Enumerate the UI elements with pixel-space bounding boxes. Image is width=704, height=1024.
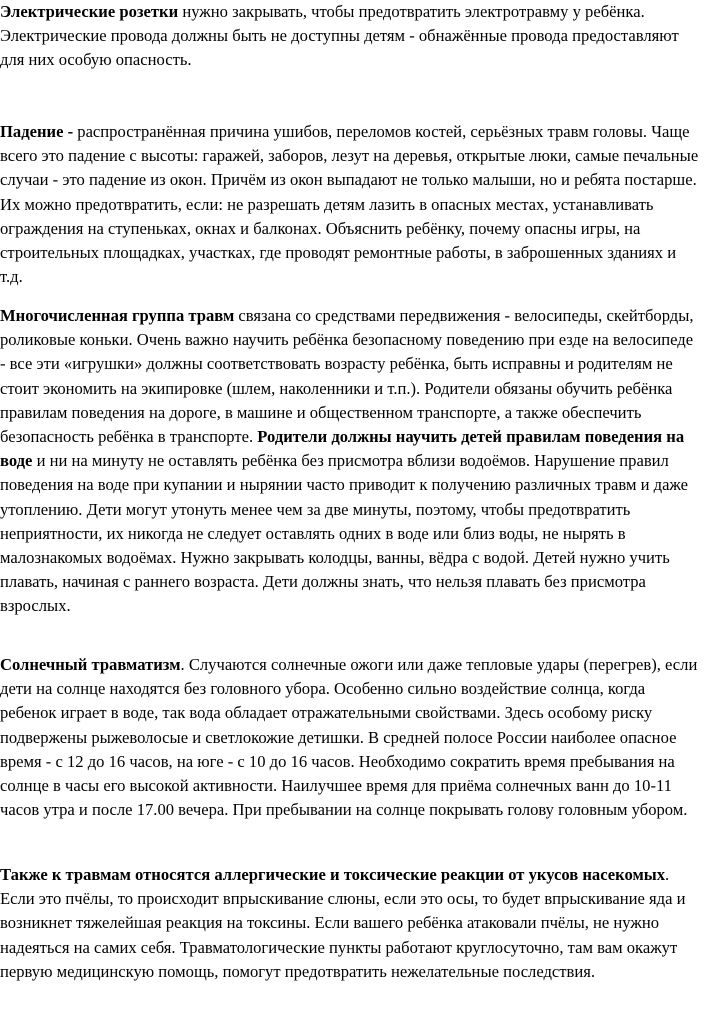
heading-water-safety: Родители должны научить детей правилам поведения на воде xyxy=(0,427,685,471)
paragraph-text: . Если это пчёлы, то происходит впрыскивание слюны, если это осы, то будет впрыскивание яда и возникнет тяжелейшая реакция на токсины. Если вашего ребёнка атаковали пчёлы, не нужно надеяться на самих себя. Травматологические пункты работают круглосуточно, там вам окажут первую медицинскую помощь, помогут предотвратить нежелательные последствия. xyxy=(0,865,686,981)
paragraph-electric-sockets xyxy=(0,0,700,73)
heading-electric-sockets: Электрические розетки xyxy=(0,2,179,21)
heading-insect-bites: Также к травмам относятся аллергические и токсические реакции от укусов насекомых xyxy=(0,865,666,884)
paragraph-sun-injuries xyxy=(0,653,700,822)
paragraph-text: . Случаются солнечные ожоги или даже тепловые удары (перегрев), если дети на солнце находятся без головного убора. Особенно сильно воздействие солнца, когда ребенок играет в воде, так вода обладает отражательными свойствами. Здесь особому риску подвержены рыжеволосые и светлокожие детишки. В средней полосе России наиболее опасное время - с 12 до 16 часов, на юге - с 10 до 16 часов. Необходимо сократить время пребывания на солнце в часы его высокой активности. Наилучшее время для приёма солнечных ванн до 10-11 часов утра и после 17.00 вечера. При пребывании на солнце покрывать голову головным убором. xyxy=(0,655,698,820)
paragraph-text: нужно закрывать, чтобы предотвратить электротравму у ребёнка. Электрические провода должны быть не доступны детям - обнажённые провода предоставляют для них особую опасность. xyxy=(0,2,679,70)
heading-sun-injuries: Солнечный травматизм xyxy=(0,655,181,674)
paragraph-insect-bites xyxy=(0,863,700,984)
paragraph-text: связана со средствами передвижения - велосипеды, скейтборды, роликовые коньки. Очень важно научить ребёнка безопасному поведению при езде на велосипеде - все эти «игрушки» должны соответствовать возрасту ребёнка, быть исправны и родителям не стоит экономить на экипировке (шлем, наколенники и т.п.). Родители обязаны обучить ребёнка правилам поведения на дороге, в машине и общественном транспорте, а также обеспечить безопасность ребёнка в транспорте. xyxy=(0,306,694,447)
paragraph-transport-injuries xyxy=(0,304,700,619)
paragraph-falls xyxy=(0,120,700,289)
heading-transport-injuries: Многочисленная группа травм xyxy=(0,306,235,325)
paragraph-text: распространённая причина ушибов, переломов костей, серьёзных травм головы. Чаще всего это падение с высоты: гаражей, заборов, лезут на деревья, открытые люки, самые печальные случаи - это падение из окон. Причём из окон выпадают не только малыши, но и ребята постарше. Их можно предотвратить, если: не разрешать детям лазить в опасных местах, устанавливать ограждения на ступеньках, окнах и балконах. Объяснить ребёнку, почему опасны игры, на строительных площадках, участках, где проводят ремонтные работы, в заброшенных зданиях и т.д. xyxy=(0,122,699,287)
heading-falls: Падение - xyxy=(0,122,74,141)
paragraph-text: и ни на минуту не оставлять ребёнка без присмотра вблизи водоёмов. Нарушение правил поведения на воде при купании и нырянии часто приводит к получению различных травм и даже утоплению. Дети могут утонуть менее чем за две минуты, поэтому, чтобы предотвратить неприятности, их никогда не следует оставлять одних в воде или близ воды, не нырять в малознакомых водоёмах. Нужно закрывать колодцы, ванны, вёдра с водой. Детей нужно учить плавать, начиная с раннего возраста. Дети должны знать, что нельзя плавать без присмотра взрослых. xyxy=(0,451,689,616)
